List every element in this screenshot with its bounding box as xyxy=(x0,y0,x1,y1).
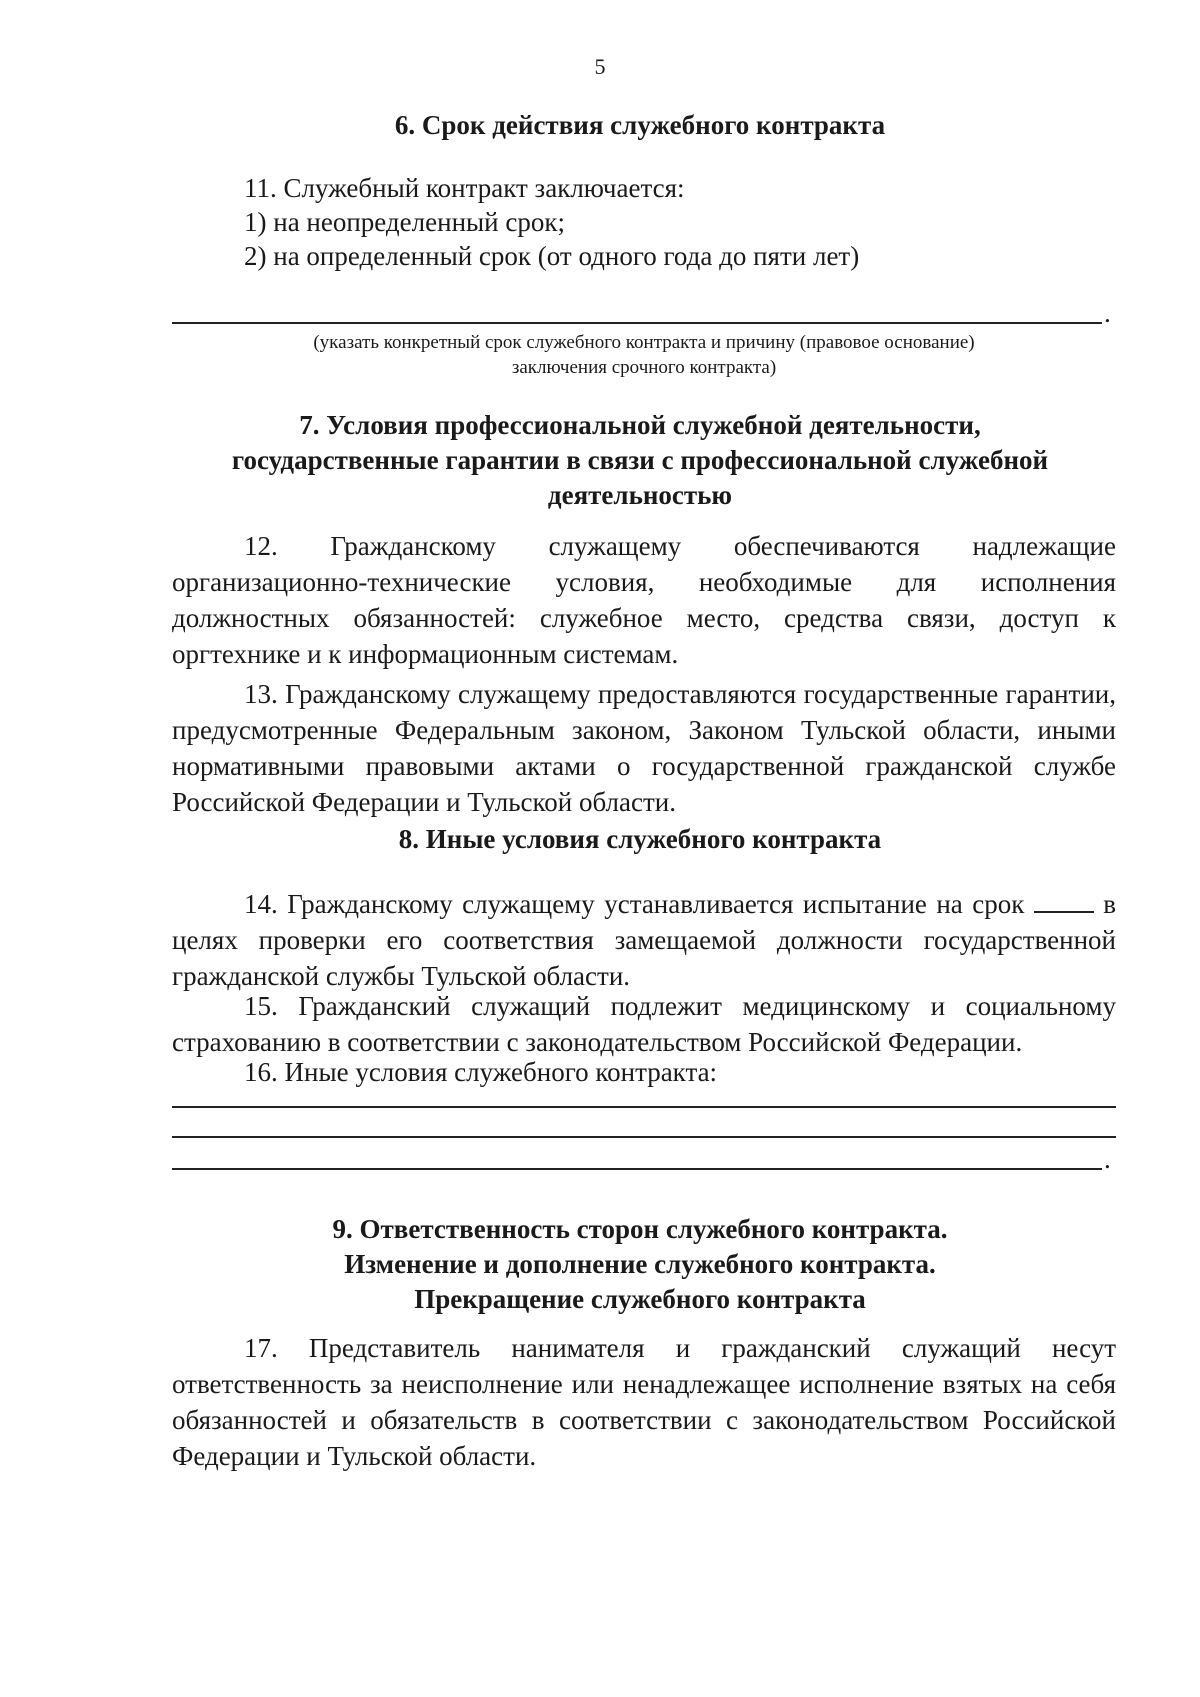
section7-title-line2: государственные гарантии в связи с профессиональной служебной xyxy=(231,445,1049,475)
other-conditions-line2 xyxy=(172,1136,1116,1138)
term-note-line2: заключения срочного контракта) xyxy=(511,357,777,378)
term-blank-line xyxy=(172,322,1102,324)
section8-title: 8. Иные условия служебного контракта xyxy=(398,824,882,854)
paragraph-15: 15. Гражданский служащий подлежит медицинскому и социальному страхованию в соответствии с законодательством Российской Федерации. xyxy=(172,991,1116,1057)
paragraph-13: 13. Гражданскому служащему предоставляются государственные гарантии, предусмотренные Федеральным законом, Законом Тульской области, иными нормативными правовыми актами о государственной гражданской службе Российской Федерации и Тульской области. xyxy=(172,679,1116,817)
paragraph-17: 17. Представитель нанимателя и гражданский служащий несут ответственность за неисполнение или ненадлежащее исполнение взятых на себя обязанностей и обязательств в соответствии с законодательством Российской Федерации и Тульской области. xyxy=(172,1333,1116,1471)
section7-title-line1: 7. Условия профессиональной служебной деятельности, xyxy=(299,410,981,440)
list-item-2: 2) на определенный срок (от одного года до пяти лет) xyxy=(244,241,860,271)
section9-title-line2: Изменение и дополнение служебного контракта. xyxy=(344,1249,936,1279)
term-note-line1: (указать конкретный срок служебного контракта и причину (правовое основание) xyxy=(313,332,975,353)
other-conditions-line3 xyxy=(172,1168,1102,1170)
other-conditions-line1 xyxy=(172,1106,1116,1108)
paragraph-12: 12. Гражданскому служащему обеспечиваются надлежащие организационно-технические условия, необходимые для исполнения должностных обязанностей: служебное место, средства связи, доступ к оргтехнике и к информационным системам. xyxy=(172,531,1116,669)
other-conditions-end: . xyxy=(1104,1144,1111,1174)
probation-blank xyxy=(1034,889,1094,913)
section6-title: 6. Срок действия служебного контракта xyxy=(394,110,886,140)
paragraph-14 xyxy=(172,886,1116,994)
paragraph-14-start: 14. Гражданскому служащему устанавливается испытание на срок xyxy=(244,889,1025,919)
list-item-1: 1) на неопределенный срок; xyxy=(244,207,565,237)
term-blank-end: . xyxy=(1104,298,1111,328)
paragraph-11: 11. Служебный контракт заключается: xyxy=(244,173,685,203)
paragraph-16: 16. Иные условия служебного контракта: xyxy=(244,1057,718,1087)
page-number: 5 xyxy=(594,54,606,79)
section9-title-line1: 9. Ответственность сторон служебного контракта. xyxy=(332,1214,948,1244)
section9-title-line3: Прекращение служебного контракта xyxy=(414,1284,866,1314)
section7-title-line3: деятельностью xyxy=(547,480,733,510)
paragraph-14-end: в целях проверки его соответствия замещаемой должности государственной гражданской службы Тульской области. xyxy=(172,889,1117,991)
